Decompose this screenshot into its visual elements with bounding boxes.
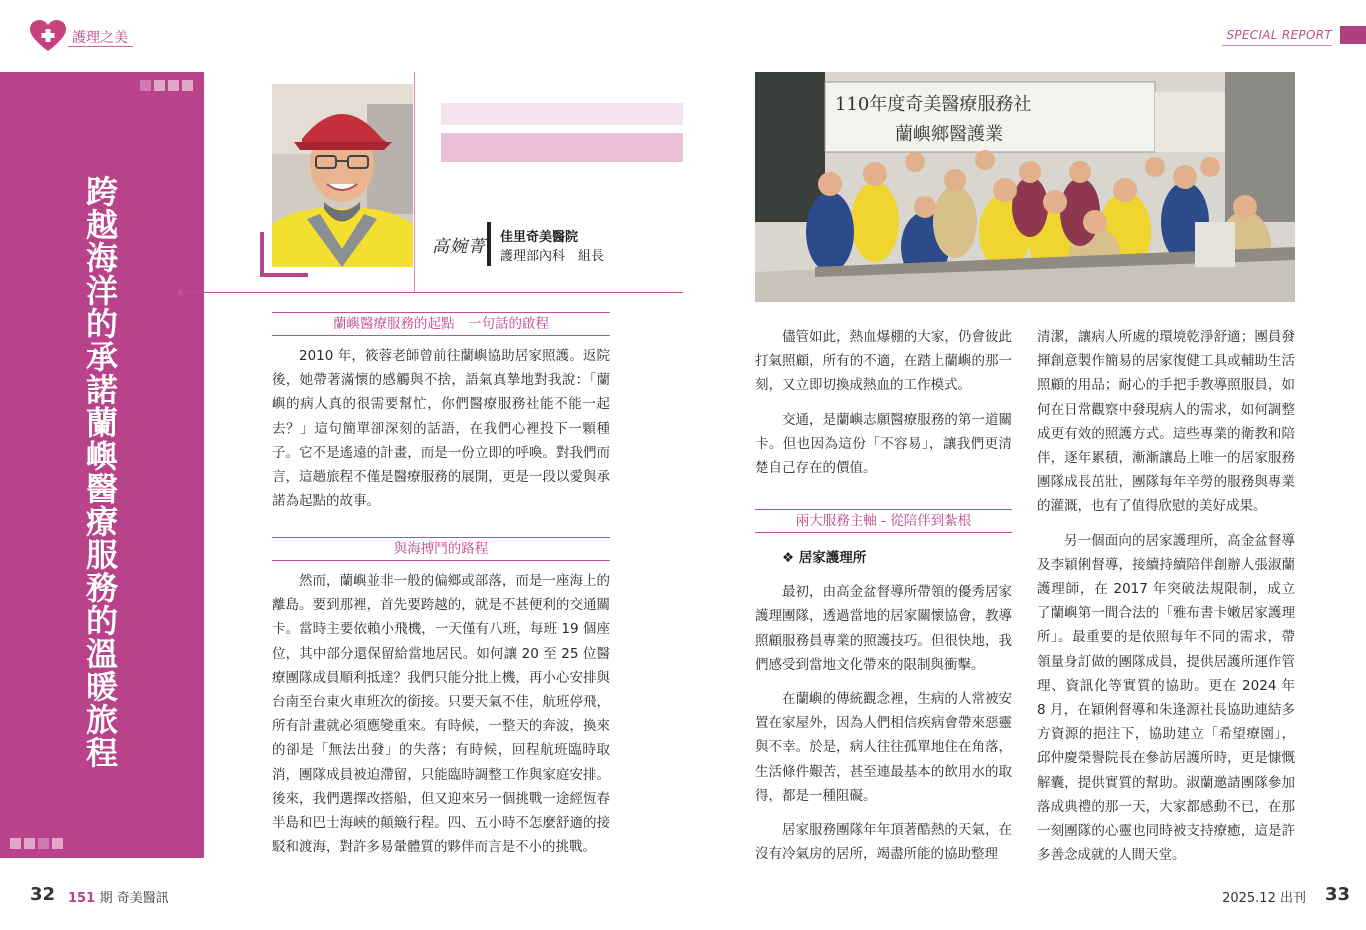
photo-banner-text: 蘭嶼鄉醫護業 [895, 124, 1003, 145]
paragraph: 2010 年，筱蓉老師曾前往蘭嶼協助居家照護。返院後，她帶著滿懷的感觸與不捨，語氣真摯地對我說：「蘭嶼的病人真的很需要幫忙，你們醫療服務社能不能一起去？」這句簡單卻深刻的話語，在我們心裡投下一顆種子。它不是遙遠的計畫，而是一份立即的呼喚。對我們而言，這趟旅程不僅是醫療服務的展開，更是一段以愛與承諾為起點的故事。 [272, 348, 610, 510]
paragraph: 另一個面向的居家護理所，高金盆督導及李穎俐督導，接續持續陪伴創辦人張淑蘭護理師，在 2017 年突破法規限制，成立了蘭嶼第一間合法的「雅布書卡嫩居家護理所」。最重要的是依照每年不同的需求，帶領量身訂做的團隊成員，提供居護所運作管理、資訊化等實質的協助。更在 2024 年 8 月，在穎俐督導和朱逢源社長協助連結多方資源的挹注下，協助建立「希望療園」，邱仲慶榮譽院長在參訪居護所時，更是慷慨解囊，提供實質的幫助。淑蘭邀請團隊參加落成典禮的那一天，大家都感動不已，在那一刻團隊的心靈也同時被支持療癒，這是許多善念成就的人間天堂。 [1037, 532, 1295, 864]
heart-logo-icon [30, 20, 66, 52]
decorative-bar [441, 103, 683, 125]
section-heading: 蘭嶼醫療服務的起點 一句話的啟程 [272, 312, 610, 336]
team-photo [755, 72, 1295, 302]
section-tab [1340, 26, 1366, 44]
section-label: 護理之美 [72, 30, 128, 46]
subheading: ❖ 居家護理所 [782, 550, 867, 566]
issue-text: 期 奇美醫訊 [99, 891, 169, 906]
paragraph: 清潔，讓病人所處的環境乾淨舒適；團員發揮創意製作簡易的居家復健工具或輔助生活照顧的用品；耐心的手把手教導照服員，如何在日常觀察中發現病人的需求，如何調整成更有效的照護方式。這些專業的衛教和陪伴，逐年累積，漸漸讓島上唯一的居家服務團隊成長茁壯，團隊每年辛勞的服務與專業的灌溉，也有了值得欣慰的美好成果。 [1037, 329, 1295, 515]
article-column-2a [755, 325, 1012, 490]
page-number-right: 33 [1324, 884, 1350, 905]
author-hospital: 佳里奇美醫院 [500, 230, 579, 245]
issue-number: 151 [68, 891, 96, 906]
issue-label [68, 887, 169, 906]
paragraph: 最初，由高金盆督導所帶領的優秀居家護理團隊，透過當地的居家關懷協會，教導照顧服務員專業的照護技巧。但很快地，我們感受到當地文化帶來的限制與衝擊。 [755, 584, 1012, 673]
divider-dot [178, 290, 183, 295]
article-title: 跨越海洋的承諾蘭嶼醫療服務的溫暖旅程 [81, 175, 119, 769]
decorative-squares [140, 80, 193, 91]
paragraph: 交通，是蘭嶼志願醫療服務的第一道關卡。但也因為這份「不容易」，讓我們更清楚自己存在的價值。 [755, 411, 1012, 477]
article-column-1b [272, 569, 610, 869]
paragraph: 儘管如此，熱血爆棚的大家，仍會彼此打氣照顧，所有的不適，在踏上蘭嶼的那一刻，又立即切換成熱血的工作模式。 [755, 329, 1012, 394]
divider [68, 46, 133, 47]
issue-date: 2025.12 出刊 [1222, 891, 1306, 906]
page-number-left: 32 [30, 884, 56, 905]
section-heading: 與海搏鬥的路程 [272, 537, 610, 561]
paragraph: 居家服務團隊年年頂著酷熱的天氣，在沒有冷氣房的居所，竭盡所能的協助整理 [755, 822, 1012, 863]
paragraph: 在蘭嶼的傳統觀念裡，生病的人常被安置在家屋外，因為人們相信疾病會帶來惡靈與不幸。於是，病人往往孤單地住在角落，生活條件艱苦，甚至連最基本的飲用水的取得，都是一種阻礙。 [755, 691, 1012, 804]
article-column-3 [1037, 325, 1295, 877]
article-column-2b [755, 546, 1012, 876]
decorative-bar [441, 133, 683, 162]
paragraph: 然而，蘭嶼並非一般的偏鄉或部落，而是一座海上的離島。要到那裡，首先要跨越的，就是不甚便利的交通關卡。當時主要依賴小飛機，一天僅有八班，每班 19 個座位，其中部分還保留給當地居民。如何讓 20 至 25 位醫療團隊成員順利抵達？我們只能分批上機，再小心安排與台南至台東火車班次的銜接。只要天氣不佳，航班停飛，所有計畫就必須應變重來。有時候，一整天的奔波，換來的卻是「無法出發」的失落；有時候，回程航班臨時取消，團隊成員被迫滯留，只能臨時調整工作與家庭安排。後來，我們選擇改搭船，但又迎來另一個挑戰一途經恆春半島和巴士海峽的顛簸行程。四、五小時不怎麼舒適的接駁和渡海，對許多易暈體質的夥伴而言是不小的挑戰。 [272, 573, 610, 856]
author-photo [272, 84, 413, 267]
special-report-label: SPECIAL REPORT [1226, 28, 1332, 42]
article-column-1a [272, 344, 610, 523]
divider [414, 72, 415, 292]
photo-banner-text: 110年度奇美醫療服務社 [835, 94, 1032, 115]
section-heading: 兩大服務主軸 - 從陪伴到紮根 [755, 509, 1012, 533]
divider [180, 292, 683, 293]
decorative-squares [10, 838, 63, 849]
divider [487, 222, 491, 266]
author-department: 護理部內科 組長 [500, 249, 605, 264]
author-signature: 高婉菁 [432, 237, 486, 257]
divider [1222, 45, 1332, 46]
